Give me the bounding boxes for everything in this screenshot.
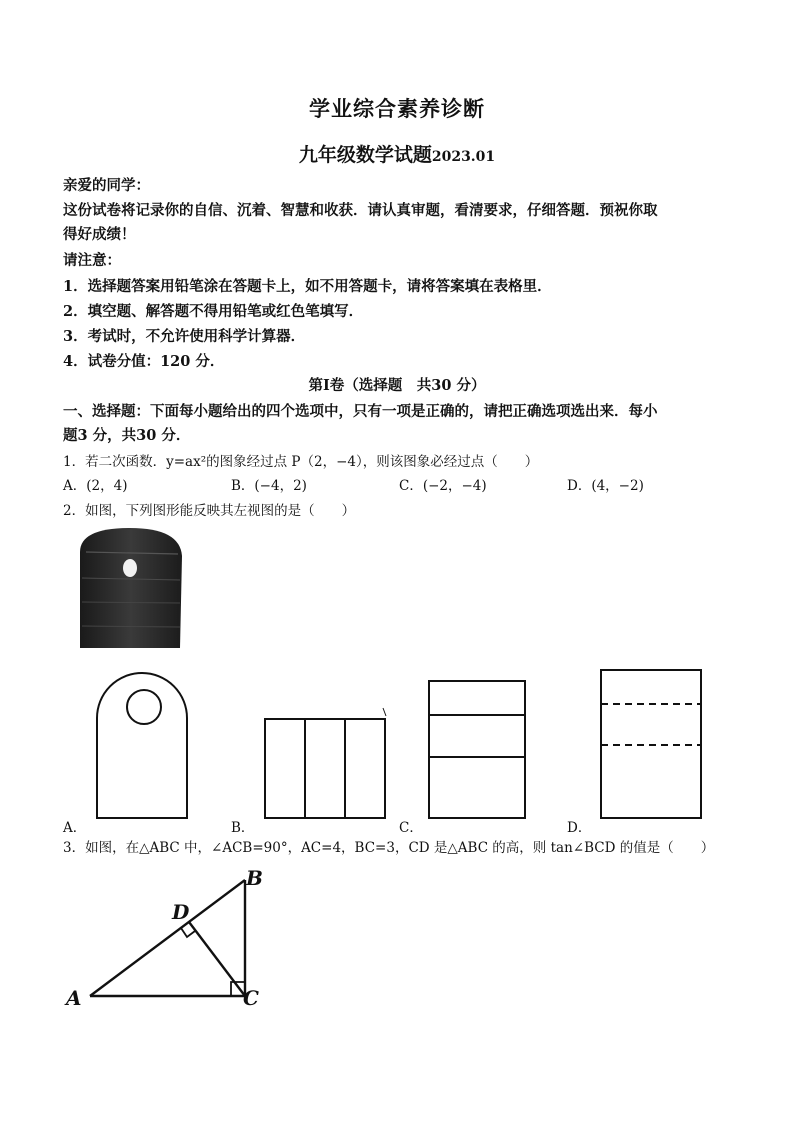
exam-title: 学业综合素养诊断 bbox=[309, 96, 485, 121]
notice-item: 4．试卷分值：120 分． bbox=[63, 353, 225, 370]
intro-line-2: 得好成绩！ bbox=[63, 226, 136, 243]
subtitle-text: 九年级数学试题 bbox=[298, 144, 432, 166]
intro-line-1: 这份试卷将记录你的自信、沉着、智慧和收获．请认真审题，看清要求，仔细答题．预祝你取 bbox=[63, 202, 658, 219]
q1-option-c: C．(−2，−4) bbox=[399, 478, 487, 494]
vertex-label-a: A bbox=[66, 986, 82, 1010]
q2-option-c-label: C． bbox=[399, 820, 423, 836]
q1-option-a: A．(2，4) bbox=[63, 478, 128, 494]
exam-date: 2023.01 bbox=[431, 149, 496, 165]
q1-option-b: B．(−4，2) bbox=[231, 478, 307, 494]
option-c-figure bbox=[429, 681, 525, 818]
option-a-figure bbox=[97, 673, 187, 818]
greeting: 亲爱的同学： bbox=[63, 177, 150, 194]
triangle-figure bbox=[90, 880, 245, 996]
q2-option-a-label: A． bbox=[63, 820, 87, 836]
notice-item: 1．选择题答案用铅笔涂在答题卡上，如不用答题卡，请将答案填在表格里． bbox=[63, 278, 552, 295]
option-b-figure bbox=[265, 708, 386, 818]
question-2-stem: 2．如图，下列图形能反映其左视图的是（ ） bbox=[63, 503, 356, 519]
q2-option-d-label: D． bbox=[567, 820, 592, 836]
vertex-label-d: D bbox=[172, 900, 190, 924]
section-instruction-line-2: 题3 分，共30 分． bbox=[63, 427, 191, 444]
notice-heading: 请注意： bbox=[63, 252, 121, 269]
notice-item: 2．填空题、解答题不得用铅笔或红色笔填写． bbox=[63, 303, 364, 320]
section-header: 第Ⅰ卷（选择题 共30 分） bbox=[308, 377, 486, 394]
question-1-stem: 1．若二次函数．y=ax²的图象经过点 P（2，−4），则该图象必经过点（ ） bbox=[63, 454, 539, 470]
vertex-label-b: B bbox=[246, 866, 263, 890]
q2-option-b-label: B． bbox=[231, 820, 255, 836]
section-instruction-line-1: 一、选择题：下面每小题给出的四个选项中，只有一项是正确的，请把正确选项选出来．每小 bbox=[63, 403, 658, 420]
notice-item: 3．考试时，不允许使用科学计算器． bbox=[63, 328, 306, 345]
option-d-figure bbox=[601, 670, 701, 818]
question-3-stem: 3．如图，在△ABC 中，∠ACB=90°，AC=4，BC=3，CD 是△ABC 的高，则 tan∠BCD 的值是（ ） bbox=[63, 840, 715, 856]
object-photo bbox=[80, 528, 182, 648]
vertex-label-c: C bbox=[243, 986, 259, 1010]
q1-option-d: D．(4，−2) bbox=[567, 478, 644, 494]
